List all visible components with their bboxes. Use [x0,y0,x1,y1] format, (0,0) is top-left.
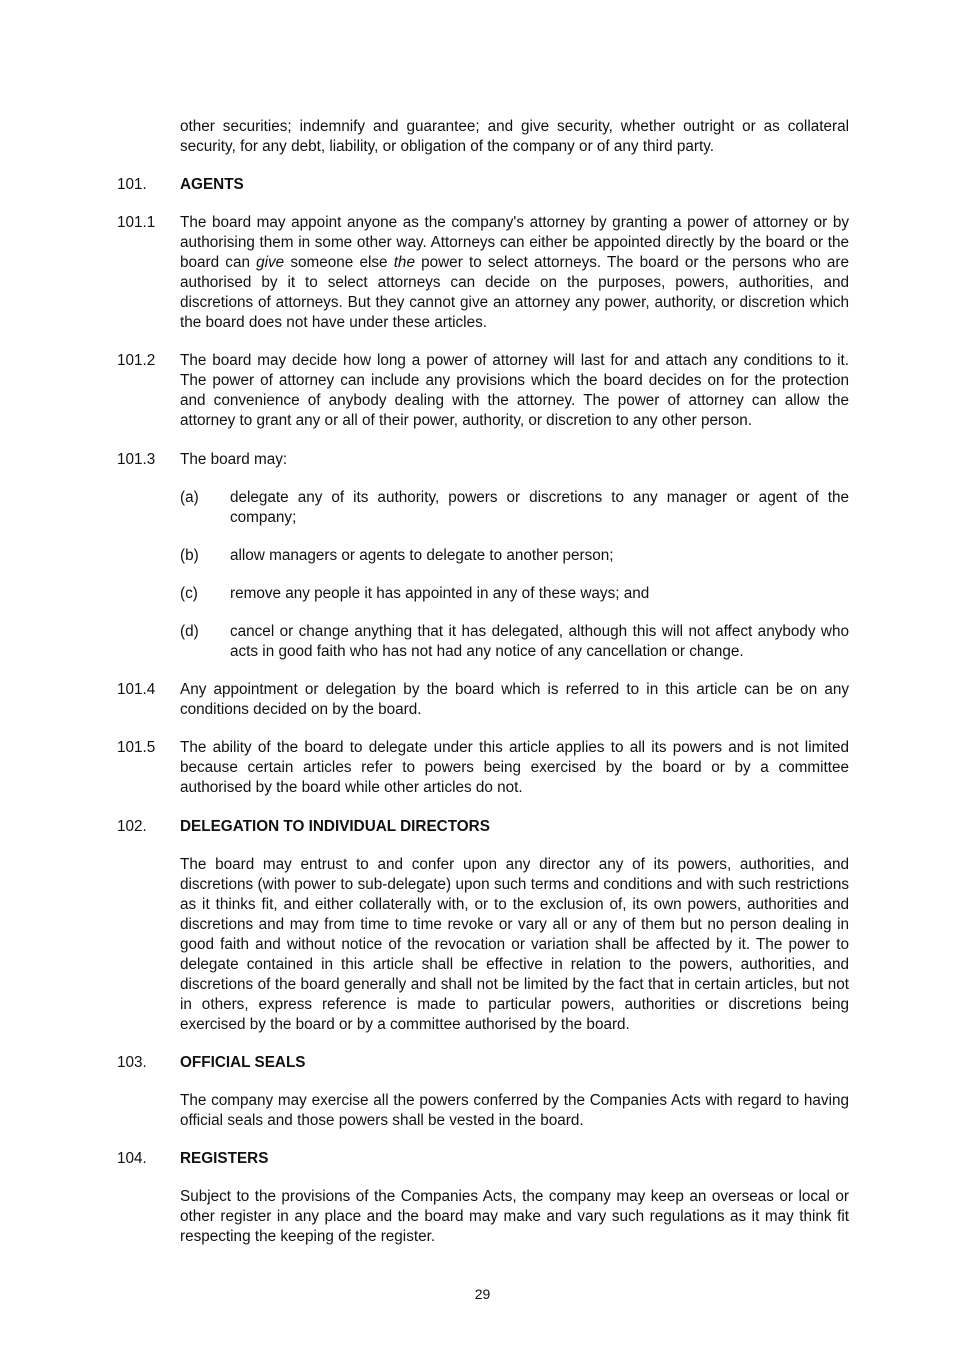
section-title: OFFICIAL SEALS [180,1054,306,1071]
clause-101-4 [117,680,849,720]
list-text: allow managers or agents to delegate to another person; [230,547,614,564]
continuation-paragraph: other securities; indemnify and guarantee; and give security, whether outright or as collateral security, for any debt, liability, or obligation of the company or of any third party. [180,118,849,155]
list-text: delegate any of its authority, powers or discretions to any manager or agent of the company; [230,489,849,526]
section-103-text: The company may exercise all the powers conferred by the Companies Acts with regard to having official seals and those powers shall be vested in the board. [180,1092,849,1129]
section-number: 103. [117,1054,147,1071]
list-label: (d) [180,623,199,640]
clause-text: The board may decide how long a power of attorney will last for and attach any conditions to it. The power of attorney can include any provisions which the board decides on for the protection and convenience of anybody dealing with the attorney. The power of attorney can allow the attorney to grant any or all of their power, authority, or discretion to any other person. [180,352,849,429]
list-label: (c) [180,585,198,602]
clause-number: 101.5 [117,739,156,756]
list-text: remove any people it has appointed in any of these ways; and [230,585,650,602]
clause-101-3 [117,450,849,470]
clause-text: Any appointment or delegation by the board which is referred to in this article can be on any conditions decided on by the board. [180,681,849,718]
clause-text: The board may appoint anyone as the company's attorney by granting a power of attorney or by authorising them in some other way. Attorneys can either be appointed directly by the board or the board can give someone else the power to select attorneys. The board or the persons who are authorised by it to select attorneys can decide on the purposes, powers, authorities, and discretions of attorneys. But they cannot give an attorney any power, authority, or discretion which the board does not have under these articles. [180,214,849,331]
section-title: REGISTERS [180,1150,269,1167]
clause-101-1 [117,213,849,333]
clause-number: 101.3 [117,451,156,468]
section-title: DELEGATION TO INDIVIDUAL DIRECTORS [180,818,490,835]
clause-number: 101.2 [117,352,156,369]
section-101-heading [117,175,849,195]
clause-number: 101.4 [117,681,156,698]
page-number: 29 [474,1286,491,1302]
section-number: 104. [117,1150,147,1167]
clause-number: 101.1 [117,214,156,231]
clause-101-5 [117,738,849,798]
list-label: (b) [180,547,199,564]
section-number: 102. [117,818,147,835]
clause-101-2 [117,351,849,431]
list-item-d [180,622,849,662]
list-item-a [180,488,849,528]
section-104-heading [117,1149,849,1169]
clause-text: The ability of the board to delegate under this article applies to all its powers and is not limited because certain articles refer to powers being exercised by the board or by a committee authorised by the board while other articles do not. [180,739,849,796]
section-102-heading [117,817,849,837]
section-title: AGENTS [180,176,244,193]
list-label: (a) [180,489,199,506]
section-102-text: The board may entrust to and confer upon any director any of its powers, authorities, and discretions (with power to sub-delegate) upon such terms and conditions and with such restrictions as it thinks fit, and either collaterally with, or to the exclusion of, its own powers, authorities and discretions and may from time to time revoke or vary all or any of them but no person dealing in good faith and without notice of the revocation or variation shall be affected by it. The power to delegate contained in this article shall be effective in relation to the powers, authorities, and discretions of the board generally and shall not be limited by the fact that in certain articles, but not in others, express reference is made to particular powers, authorities or discretions being exercised by the board or by a committee authorised by the board. [180,856,849,1033]
section-103-heading [117,1053,849,1073]
list-item-b [180,546,849,566]
section-104-text: Subject to the provisions of the Companies Acts, the company may keep an overseas or local or other register in any place and the board may make and vary such regulations as it may think fit respecting the keeping of the register. [180,1188,849,1245]
section-number: 101. [117,176,147,193]
clause-text: The board may: [180,451,288,468]
list-item-c [180,584,849,604]
list-text: cancel or change anything that it has delegated, although this will not affect anybody who acts in good faith who has not had any notice of any cancellation or change. [230,623,849,660]
